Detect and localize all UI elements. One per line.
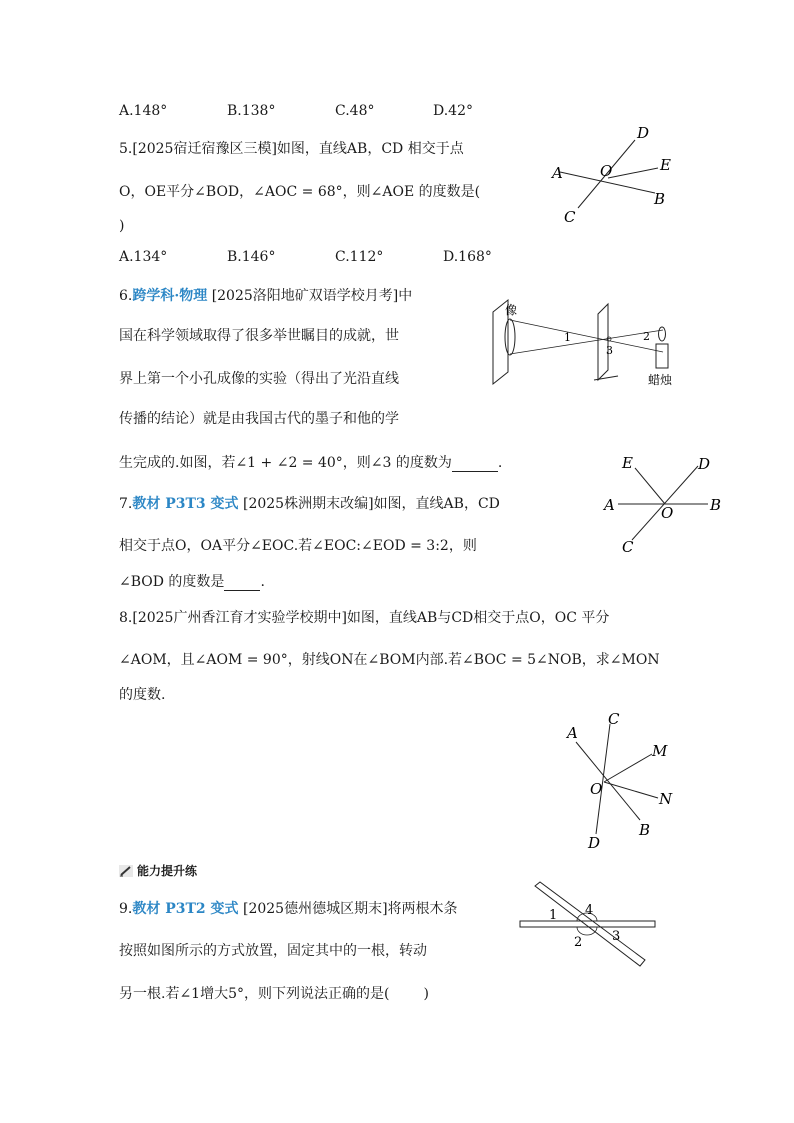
- q8-text1: 如图，直线AB与CD相交于点O，OC 平分: [346, 610, 610, 626]
- label-angle-2: 2: [574, 935, 583, 950]
- q5-option-b[interactable]: B.146°: [227, 249, 276, 265]
- option-d[interactable]: D.42°: [433, 103, 473, 119]
- q9-tag: 教材 P3T2 变式: [132, 901, 239, 917]
- q6-answer-blank[interactable]: [452, 471, 498, 472]
- line-cd: [596, 724, 610, 834]
- q8-line3: 的度数.: [119, 687, 166, 703]
- q8-line2: ∠AOM，且∠AOM = 90°，射线ON在∠BOM内部.若∠BOC = 5∠NOB，求∠MON: [119, 652, 660, 668]
- label-a: A: [604, 496, 615, 514]
- label-d: D: [637, 124, 650, 142]
- pencil-icon: [119, 865, 133, 877]
- label-o: O: [661, 504, 674, 522]
- q6-figure: [488, 292, 683, 392]
- q9-line2: 按照如图所示的方式放置，固定其中的一根，转动: [119, 943, 427, 959]
- q6-number: 6.: [119, 288, 133, 304]
- light-ray-1: [510, 320, 663, 352]
- label-candle: 蜡烛: [648, 373, 673, 387]
- label-n: N: [659, 790, 673, 808]
- q6-line2: 国在科学领域取得了很多举世瞩目的成就，世: [119, 328, 399, 344]
- q7-line3: ∠BOD 的度数是 .: [119, 574, 265, 590]
- label-image: 像: [505, 303, 518, 317]
- q6-line1: [119, 285, 412, 305]
- label-c: C: [608, 712, 620, 728]
- label-a: A: [552, 164, 563, 182]
- q5-source: [2025宿迁宿豫区三模]: [132, 141, 277, 157]
- ray-on: [604, 782, 658, 798]
- q9-line1: [119, 898, 458, 918]
- label-a: A: [567, 724, 578, 742]
- q7-tag: 教材 P3T3 变式: [132, 496, 239, 512]
- q5-line3: ): [119, 218, 125, 234]
- q7-figure: [600, 452, 730, 557]
- ray-oe: [635, 468, 665, 504]
- q5-line1: [119, 138, 464, 158]
- q5-line2: O，OE平分∠BOD，∠AOC = 68°，则∠AOE 的度数是(: [119, 184, 481, 200]
- q5-option-c[interactable]: C.112°: [335, 249, 384, 265]
- option-b[interactable]: B.138°: [227, 103, 276, 119]
- line-cd: [632, 466, 698, 540]
- label-b: B: [639, 821, 651, 839]
- label-angle-3: 3: [606, 344, 613, 357]
- q7-line3-text: ∠BOD 的度数是: [119, 574, 225, 590]
- q5-option-d[interactable]: D.168°: [443, 249, 492, 265]
- pinhole-board: [598, 304, 608, 380]
- q7-number: 7.: [119, 496, 133, 512]
- line-ab: [576, 742, 640, 820]
- rotating-stick: [535, 882, 645, 966]
- q9-text1: 将两根木条: [387, 901, 458, 917]
- q5-figure: [540, 120, 690, 230]
- q9-source: [2025德州德城区期末]: [243, 901, 388, 917]
- label-angle-2: 2: [643, 330, 650, 343]
- option-c[interactable]: C.48°: [335, 103, 375, 119]
- image-flame: [505, 319, 515, 355]
- label-m: M: [652, 742, 668, 760]
- q8-number: 8.: [119, 610, 133, 626]
- label-d: D: [588, 834, 601, 852]
- candle-flame: [659, 327, 666, 341]
- q6-source: [2025洛阳地矿双语学校月考]中: [211, 288, 413, 304]
- section-header: [119, 862, 197, 879]
- q7-line2: 相交于点O，OA平分∠EOC.若∠EOC:∠EOD = 3:2，则: [119, 538, 477, 554]
- label-e: E: [660, 156, 671, 174]
- candle-body: [656, 344, 668, 368]
- label-angle-4: 4: [585, 903, 594, 918]
- q8-line1: [119, 607, 609, 627]
- q5-option-a[interactable]: A.134°: [119, 249, 168, 265]
- q9-close-paren: ): [423, 986, 429, 1002]
- q6-line4: 传播的结论）就是由我国古代的墨子和他的学: [119, 411, 399, 427]
- q6-line5: 生完成的.如图，若∠1 + ∠2 = 40°，则∠3 的度数为 .: [119, 455, 503, 471]
- q6-line5-text: 生完成的.如图，若∠1 + ∠2 = 40°，则∠3 的度数为: [119, 455, 452, 471]
- q8-figure: [560, 712, 690, 854]
- section-title: 能力提升练: [137, 864, 198, 878]
- option-a[interactable]: A.148°: [119, 103, 168, 119]
- ray-om: [604, 754, 652, 782]
- light-ray-2: [510, 330, 663, 354]
- q7-source: [2025株洲期末改编]: [243, 496, 374, 512]
- label-b: B: [710, 496, 722, 514]
- q6-tag: 跨学科·物理: [132, 288, 208, 304]
- label-angle-3: 3: [612, 929, 621, 944]
- ray-oe: [608, 168, 658, 178]
- label-d: D: [698, 455, 711, 473]
- q9-line3-text: 另一根.若∠1增大5°，则下列说法正确的是(: [119, 986, 390, 1002]
- q7-line1: [119, 493, 500, 513]
- label-angle-1: 1: [564, 331, 571, 344]
- label-e: E: [622, 454, 633, 472]
- q9-figure: [515, 880, 663, 972]
- label-b: B: [654, 190, 666, 208]
- label-c: C: [564, 208, 576, 226]
- q5-number: 5.: [119, 141, 133, 157]
- label-c: C: [622, 538, 634, 556]
- q8-source: [2025广州香江育才实验学校期中]: [132, 610, 347, 626]
- q9-line3: [119, 983, 429, 1003]
- label-o: O: [600, 162, 613, 180]
- q7-answer-blank[interactable]: [224, 590, 260, 591]
- label-angle-1: 1: [549, 908, 558, 923]
- q5-text1: 如图，直线AB，CD 相交于点: [276, 141, 464, 157]
- q6-line3: 界上第一个小孔成像的实验（得出了光沿直线: [119, 371, 399, 387]
- q9-number: 9.: [119, 901, 133, 917]
- label-o: O: [590, 780, 603, 798]
- q7-text1: 如图，直线AB，CD: [373, 496, 500, 512]
